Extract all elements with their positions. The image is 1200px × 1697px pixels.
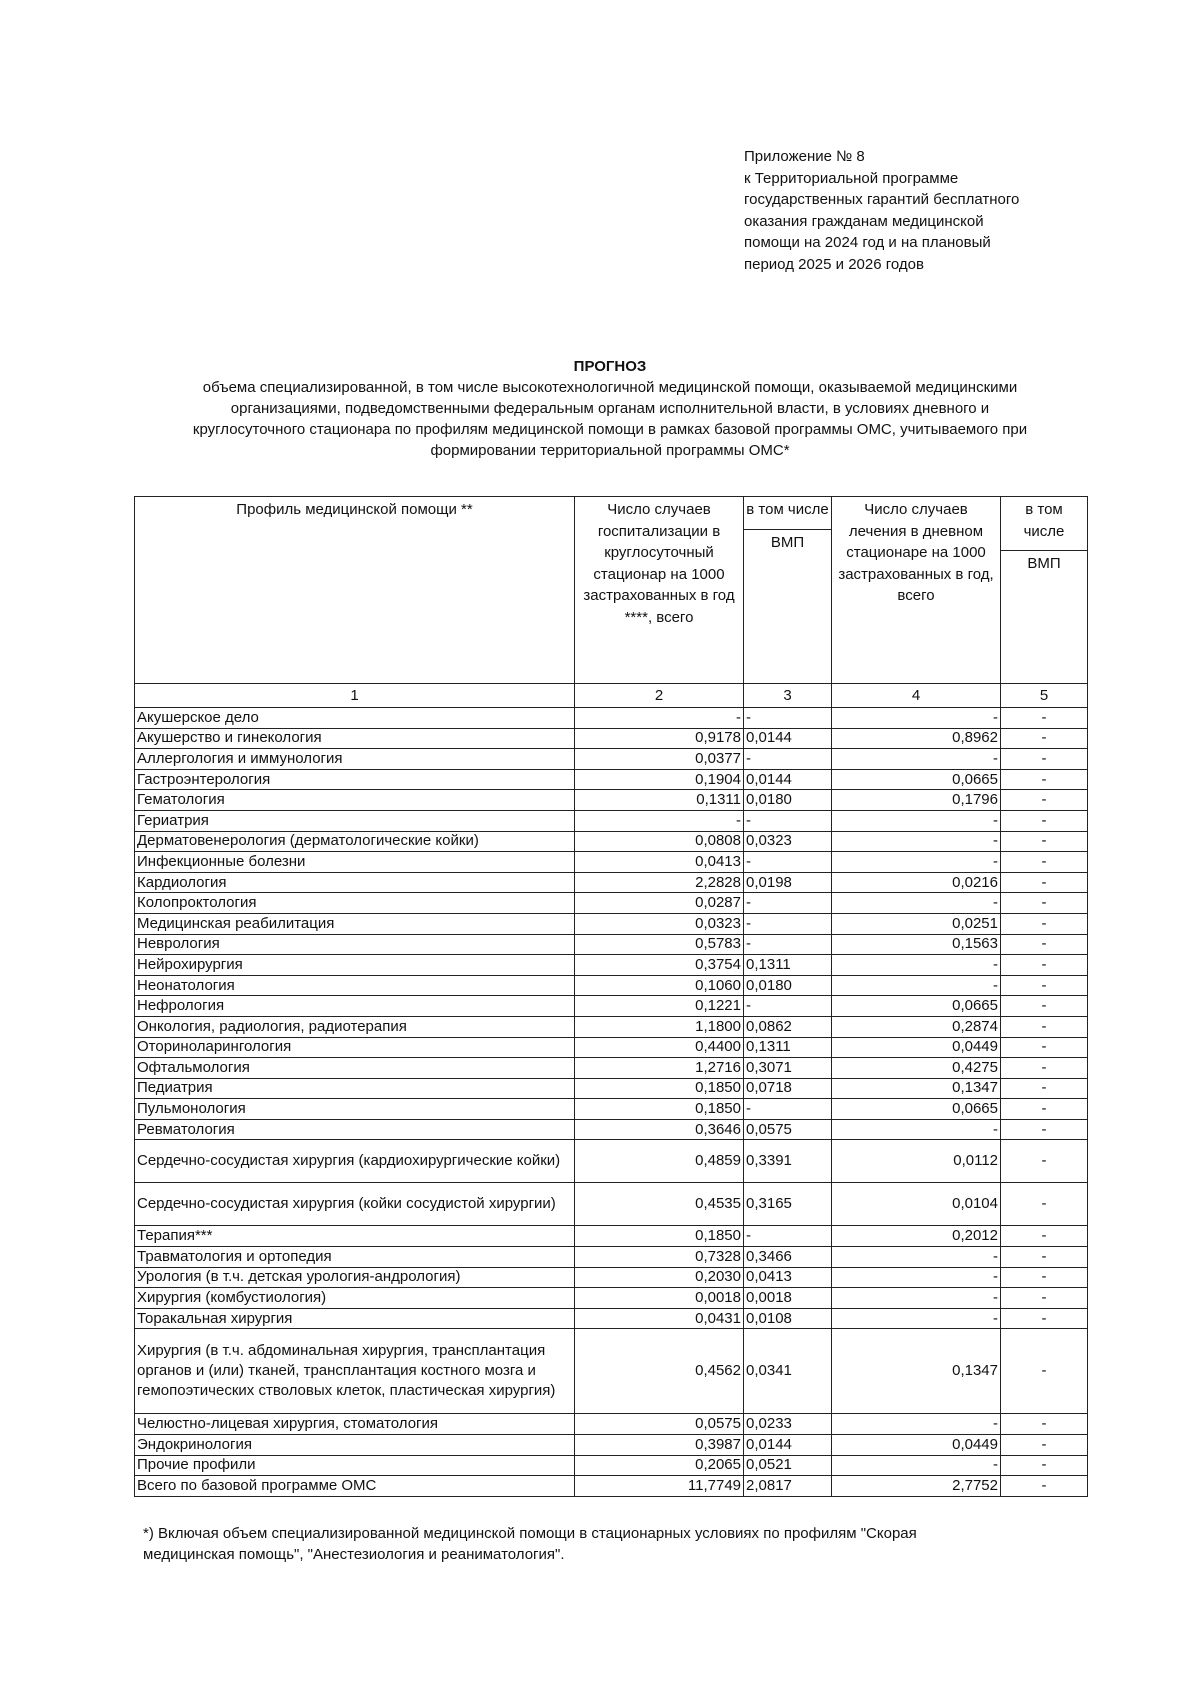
cell-profile: Всего по базовой программе ОМС <box>135 1476 575 1497</box>
cell-hospitalization-vmp: 0,1311 <box>744 1037 832 1058</box>
cell-profile: Акушерство и гинекология <box>135 728 575 749</box>
cell-profile: Гематология <box>135 790 575 811</box>
table-header-row <box>135 497 1088 684</box>
cell-profile: Нейрохирургия <box>135 955 575 976</box>
table-row <box>135 852 1088 873</box>
cell-hospitalization-vmp: 0,3071 <box>744 1058 832 1079</box>
cell-day-hospital-vmp: - <box>1001 872 1088 893</box>
subtitle-line: организациями, подведомственными федеральным органам исполнительной власти, в условиях дневного и <box>230 400 990 417</box>
cell-hospitalization: 0,0377 <box>575 749 744 770</box>
cell-hospitalization-vmp: 0,0575 <box>744 1119 832 1140</box>
table-row <box>135 955 1088 976</box>
column-number: 4 <box>832 684 1001 708</box>
cell-profile: Колопроктология <box>135 893 575 914</box>
cell-hospitalization: 0,0287 <box>575 893 744 914</box>
table-row <box>135 996 1088 1017</box>
cell-day-hospital: - <box>832 1414 1001 1435</box>
table-row <box>135 769 1088 790</box>
cell-day-hospital-vmp: - <box>1001 1455 1088 1476</box>
cell-hospitalization: 0,1221 <box>575 996 744 1017</box>
cell-hospitalization-vmp: 0,0180 <box>744 790 832 811</box>
cell-day-hospital-vmp: - <box>1001 728 1088 749</box>
table-row <box>135 1308 1088 1329</box>
cell-profile: Инфекционные болезни <box>135 852 575 873</box>
table-row <box>135 975 1088 996</box>
cell-day-hospital: 0,0665 <box>832 996 1001 1017</box>
cell-hospitalization: - <box>575 810 744 831</box>
cell-hospitalization: 0,7328 <box>575 1247 744 1268</box>
cell-hospitalization: 0,2030 <box>575 1267 744 1288</box>
cell-day-hospital: 2,7752 <box>832 1476 1001 1497</box>
cell-hospitalization-vmp: - <box>744 996 832 1017</box>
cell-hospitalization-vmp: 0,3391 <box>744 1140 832 1183</box>
cell-hospitalization-vmp: - <box>744 913 832 934</box>
table-row <box>135 1119 1088 1140</box>
cell-day-hospital: 0,1347 <box>832 1078 1001 1099</box>
cell-day-hospital: 0,0665 <box>832 769 1001 790</box>
header-hospitalization: Число случаев госпитализации в круглосуточный стационар на 1000 застрахованных в год ****, всего <box>575 497 744 684</box>
cell-hospitalization: 0,0575 <box>575 1414 744 1435</box>
cell-hospitalization-vmp: - <box>744 749 832 770</box>
document-title <box>130 356 1090 461</box>
header-day-hospital-vmp <box>1001 497 1088 684</box>
cell-hospitalization: 0,9178 <box>575 728 744 749</box>
footnote-line: медицинская помощь", "Анестезиология и реаниматология". <box>143 1546 565 1563</box>
cell-hospitalization: 0,0018 <box>575 1288 744 1309</box>
cell-hospitalization: 2,2828 <box>575 872 744 893</box>
cell-day-hospital-vmp: - <box>1001 852 1088 873</box>
cell-day-hospital: 0,4275 <box>832 1058 1001 1079</box>
cell-day-hospital: - <box>832 810 1001 831</box>
cell-hospitalization: 0,4400 <box>575 1037 744 1058</box>
cell-hospitalization-vmp: 0,3466 <box>744 1247 832 1268</box>
cell-hospitalization: 0,1850 <box>575 1226 744 1247</box>
cell-hospitalization: 0,5783 <box>575 934 744 955</box>
column-number-row <box>135 684 1088 708</box>
cell-profile: Терапия*** <box>135 1226 575 1247</box>
cell-day-hospital: 0,2874 <box>832 1016 1001 1037</box>
cell-hospitalization-vmp: - <box>744 810 832 831</box>
table-row <box>135 1414 1088 1435</box>
header-vmp-bottom: ВМП <box>744 529 831 554</box>
cell-day-hospital: 0,1796 <box>832 790 1001 811</box>
cell-day-hospital-vmp: - <box>1001 1267 1088 1288</box>
cell-day-hospital: - <box>832 749 1001 770</box>
cell-profile: Травматология и ортопедия <box>135 1247 575 1268</box>
cell-hospitalization-vmp: - <box>744 708 832 729</box>
table-row <box>135 1435 1088 1456</box>
appendix-line: Приложение № 8 <box>744 148 865 165</box>
cell-day-hospital-vmp: - <box>1001 1016 1088 1037</box>
column-number: 2 <box>575 684 744 708</box>
cell-day-hospital: 0,1347 <box>832 1329 1001 1414</box>
cell-hospitalization-vmp: 2,0817 <box>744 1476 832 1497</box>
cell-hospitalization: - <box>575 708 744 729</box>
cell-hospitalization: 11,7749 <box>575 1476 744 1497</box>
footnote-line: *) Включая объем специализированной медицинской помощи в стационарных условиях по профилям "Скорая <box>143 1525 917 1542</box>
cell-day-hospital-vmp: - <box>1001 1435 1088 1456</box>
cell-day-hospital-vmp: - <box>1001 913 1088 934</box>
cell-profile: Офтальмология <box>135 1058 575 1079</box>
cell-profile: Дерматовенерология (дерматологические койки) <box>135 831 575 852</box>
cell-hospitalization-vmp: - <box>744 852 832 873</box>
footnote <box>143 1523 1063 1565</box>
cell-hospitalization: 1,1800 <box>575 1016 744 1037</box>
forecast-table <box>134 496 1088 1497</box>
cell-hospitalization-vmp: 0,0521 <box>744 1455 832 1476</box>
cell-hospitalization-vmp: 0,0018 <box>744 1288 832 1309</box>
cell-hospitalization-vmp: - <box>744 1226 832 1247</box>
column-number: 5 <box>1001 684 1088 708</box>
column-number: 1 <box>135 684 575 708</box>
cell-day-hospital-vmp: - <box>1001 1119 1088 1140</box>
cell-hospitalization: 0,0323 <box>575 913 744 934</box>
cell-hospitalization-vmp: 0,0862 <box>744 1016 832 1037</box>
cell-hospitalization: 0,0808 <box>575 831 744 852</box>
cell-day-hospital: - <box>832 955 1001 976</box>
table-row <box>135 1058 1088 1079</box>
table-row <box>135 1037 1088 1058</box>
table-row <box>135 1140 1088 1183</box>
cell-hospitalization-vmp: - <box>744 893 832 914</box>
cell-day-hospital: - <box>832 831 1001 852</box>
table-row <box>135 728 1088 749</box>
cell-day-hospital: - <box>832 1119 1001 1140</box>
cell-day-hospital: - <box>832 893 1001 914</box>
cell-hospitalization: 0,1060 <box>575 975 744 996</box>
cell-day-hospital: 0,0112 <box>832 1140 1001 1183</box>
table-row <box>135 790 1088 811</box>
cell-profile: Ревматология <box>135 1119 575 1140</box>
cell-profile: Сердечно-сосудистая хирургия (койки сосудистой хирургии) <box>135 1183 575 1226</box>
cell-day-hospital: 0,0104 <box>832 1183 1001 1226</box>
table-row <box>135 1226 1088 1247</box>
cell-hospitalization: 0,1311 <box>575 790 744 811</box>
cell-hospitalization-vmp: 0,0180 <box>744 975 832 996</box>
table-row <box>135 1016 1088 1037</box>
table-body <box>135 708 1088 1497</box>
header-day-hospital: Число случаев лечения в дневном стационаре на 1000 застрахованных в год, всего <box>832 497 1001 684</box>
cell-profile: Неонатология <box>135 975 575 996</box>
cell-day-hospital-vmp: - <box>1001 790 1088 811</box>
cell-hospitalization: 0,0413 <box>575 852 744 873</box>
table-row <box>135 831 1088 852</box>
cell-profile: Хирургия (в т.ч. абдоминальная хирургия, трансплантация органов и (или) тканей, трансплантация костного мозга и гемопоэтических стволовых клеток, пластическая хирургия) <box>135 1329 575 1414</box>
subtitle-line: формировании территориальной программы ОМС* <box>430 442 790 459</box>
cell-day-hospital-vmp: - <box>1001 1247 1088 1268</box>
cell-hospitalization: 0,4562 <box>575 1329 744 1414</box>
cell-profile: Урология (в т.ч. детская урология-андрология) <box>135 1267 575 1288</box>
cell-day-hospital-vmp: - <box>1001 1288 1088 1309</box>
table-row <box>135 1078 1088 1099</box>
cell-day-hospital: - <box>832 1455 1001 1476</box>
cell-profile: Онкология, радиология, радиотерапия <box>135 1016 575 1037</box>
table-row <box>135 893 1088 914</box>
cell-profile: Нефрология <box>135 996 575 1017</box>
cell-profile: Оториноларингология <box>135 1037 575 1058</box>
cell-hospitalization: 0,0431 <box>575 1308 744 1329</box>
table-row <box>135 934 1088 955</box>
cell-day-hospital-vmp: - <box>1001 1183 1088 1226</box>
cell-day-hospital: - <box>832 852 1001 873</box>
table-row <box>135 1288 1088 1309</box>
cell-day-hospital-vmp: - <box>1001 749 1088 770</box>
cell-profile: Медицинская реабилитация <box>135 913 575 934</box>
cell-hospitalization: 0,3754 <box>575 955 744 976</box>
cell-profile: Кардиология <box>135 872 575 893</box>
header-vmp-top: в том числе <box>1023 501 1065 540</box>
header-vmp-top: в том числе <box>746 501 829 518</box>
appendix-line: помощи на 2024 год и на плановый <box>744 234 991 251</box>
cell-profile: Акушерское дело <box>135 708 575 729</box>
cell-hospitalization: 0,1904 <box>575 769 744 790</box>
cell-day-hospital: 0,0665 <box>832 1099 1001 1120</box>
cell-day-hospital-vmp: - <box>1001 893 1088 914</box>
cell-hospitalization-vmp: 0,0198 <box>744 872 832 893</box>
cell-profile: Гериатрия <box>135 810 575 831</box>
cell-hospitalization: 0,4859 <box>575 1140 744 1183</box>
cell-day-hospital-vmp: - <box>1001 1414 1088 1435</box>
appendix-line: оказания гражданам медицинской <box>744 212 984 230</box>
cell-day-hospital-vmp: - <box>1001 975 1088 996</box>
cell-hospitalization: 0,3646 <box>575 1119 744 1140</box>
cell-profile: Неврология <box>135 934 575 955</box>
cell-day-hospital-vmp: - <box>1001 1226 1088 1247</box>
cell-day-hospital-vmp: - <box>1001 1078 1088 1099</box>
table-row <box>135 1455 1088 1476</box>
cell-profile: Сердечно-сосудистая хирургия (кардиохирургические койки) <box>135 1140 575 1183</box>
cell-day-hospital-vmp: - <box>1001 831 1088 852</box>
cell-hospitalization: 0,3987 <box>575 1435 744 1456</box>
cell-hospitalization-vmp: 0,0108 <box>744 1308 832 1329</box>
cell-day-hospital-vmp: - <box>1001 1308 1088 1329</box>
cell-profile: Челюстно-лицевая хирургия, стоматология <box>135 1414 575 1435</box>
cell-hospitalization: 0,4535 <box>575 1183 744 1226</box>
header-vmp-bottom: ВМП <box>1001 550 1087 575</box>
cell-day-hospital: - <box>832 1308 1001 1329</box>
table-row <box>135 708 1088 729</box>
title-heading: ПРОГНОЗ <box>573 358 647 375</box>
cell-day-hospital-vmp: - <box>1001 934 1088 955</box>
appendix-line: период 2025 и 2026 годов <box>744 255 924 273</box>
subtitle-line: объема специализированной, в том числе высокотехнологичной медицинской помощи, оказываемой медицинскими <box>202 379 1018 396</box>
cell-profile: Прочие профили <box>135 1455 575 1476</box>
cell-day-hospital: - <box>832 1247 1001 1268</box>
cell-day-hospital: 0,0216 <box>832 872 1001 893</box>
cell-hospitalization: 0,2065 <box>575 1455 744 1476</box>
table-row <box>135 1329 1088 1414</box>
subtitle-line: круглосуточного стационара по профилям медицинской помощи в рамках базовой программы ОМС, учитываемого при <box>192 421 1028 438</box>
table-row <box>135 872 1088 893</box>
cell-day-hospital: 0,0449 <box>832 1435 1001 1456</box>
cell-day-hospital: - <box>832 1288 1001 1309</box>
cell-hospitalization-vmp: 0,0341 <box>744 1329 832 1414</box>
cell-hospitalization: 1,2716 <box>575 1058 744 1079</box>
cell-day-hospital: 0,1563 <box>832 934 1001 955</box>
cell-day-hospital: 0,2012 <box>832 1226 1001 1247</box>
title-subtitle <box>130 377 1090 461</box>
appendix-note <box>744 146 1124 275</box>
cell-hospitalization-vmp: 0,0718 <box>744 1078 832 1099</box>
cell-day-hospital: - <box>832 975 1001 996</box>
cell-hospitalization-vmp: - <box>744 1099 832 1120</box>
cell-hospitalization-vmp: 0,0144 <box>744 728 832 749</box>
table-row <box>135 1183 1088 1226</box>
cell-day-hospital-vmp: - <box>1001 1099 1088 1120</box>
cell-day-hospital: - <box>832 1267 1001 1288</box>
cell-day-hospital-vmp: - <box>1001 1037 1088 1058</box>
table-row <box>135 1247 1088 1268</box>
table-row <box>135 1476 1088 1497</box>
cell-day-hospital-vmp: - <box>1001 1058 1088 1079</box>
cell-day-hospital-vmp: - <box>1001 769 1088 790</box>
cell-hospitalization-vmp: 0,0144 <box>744 1435 832 1456</box>
table-row <box>135 1267 1088 1288</box>
cell-hospitalization-vmp: 0,0413 <box>744 1267 832 1288</box>
cell-day-hospital-vmp: - <box>1001 810 1088 831</box>
cell-day-hospital-vmp: - <box>1001 1329 1088 1414</box>
cell-hospitalization-vmp: 0,3165 <box>744 1183 832 1226</box>
cell-day-hospital-vmp: - <box>1001 955 1088 976</box>
header-profile: Профиль медицинской помощи ** <box>135 497 575 684</box>
column-number: 3 <box>744 684 832 708</box>
appendix-line: к Территориальной программе <box>744 169 959 187</box>
cell-hospitalization-vmp: 0,0233 <box>744 1414 832 1435</box>
cell-hospitalization-vmp: - <box>744 934 832 955</box>
cell-hospitalization: 0,1850 <box>575 1078 744 1099</box>
appendix-line: государственных гарантий бесплатного <box>744 191 1020 208</box>
cell-profile: Пульмонология <box>135 1099 575 1120</box>
cell-day-hospital: 0,0251 <box>832 913 1001 934</box>
cell-hospitalization-vmp: 0,1311 <box>744 955 832 976</box>
cell-hospitalization: 0,1850 <box>575 1099 744 1120</box>
cell-day-hospital: 0,8962 <box>832 728 1001 749</box>
cell-profile: Хирургия (комбустиология) <box>135 1288 575 1309</box>
cell-hospitalization-vmp: 0,0323 <box>744 831 832 852</box>
cell-day-hospital-vmp: - <box>1001 1476 1088 1497</box>
cell-profile: Аллергология и иммунология <box>135 749 575 770</box>
cell-profile: Торакальная хирургия <box>135 1308 575 1329</box>
cell-profile: Гастроэнтерология <box>135 769 575 790</box>
cell-profile: Эндокринология <box>135 1435 575 1456</box>
header-hospitalization-vmp <box>744 497 832 684</box>
cell-day-hospital: - <box>832 708 1001 729</box>
cell-day-hospital-vmp: - <box>1001 1140 1088 1183</box>
cell-profile: Педиатрия <box>135 1078 575 1099</box>
cell-day-hospital-vmp: - <box>1001 708 1088 729</box>
cell-day-hospital-vmp: - <box>1001 996 1088 1017</box>
cell-hospitalization-vmp: 0,0144 <box>744 769 832 790</box>
cell-day-hospital: 0,0449 <box>832 1037 1001 1058</box>
table-row <box>135 749 1088 770</box>
table-row <box>135 810 1088 831</box>
table-row <box>135 1099 1088 1120</box>
table-row <box>135 913 1088 934</box>
